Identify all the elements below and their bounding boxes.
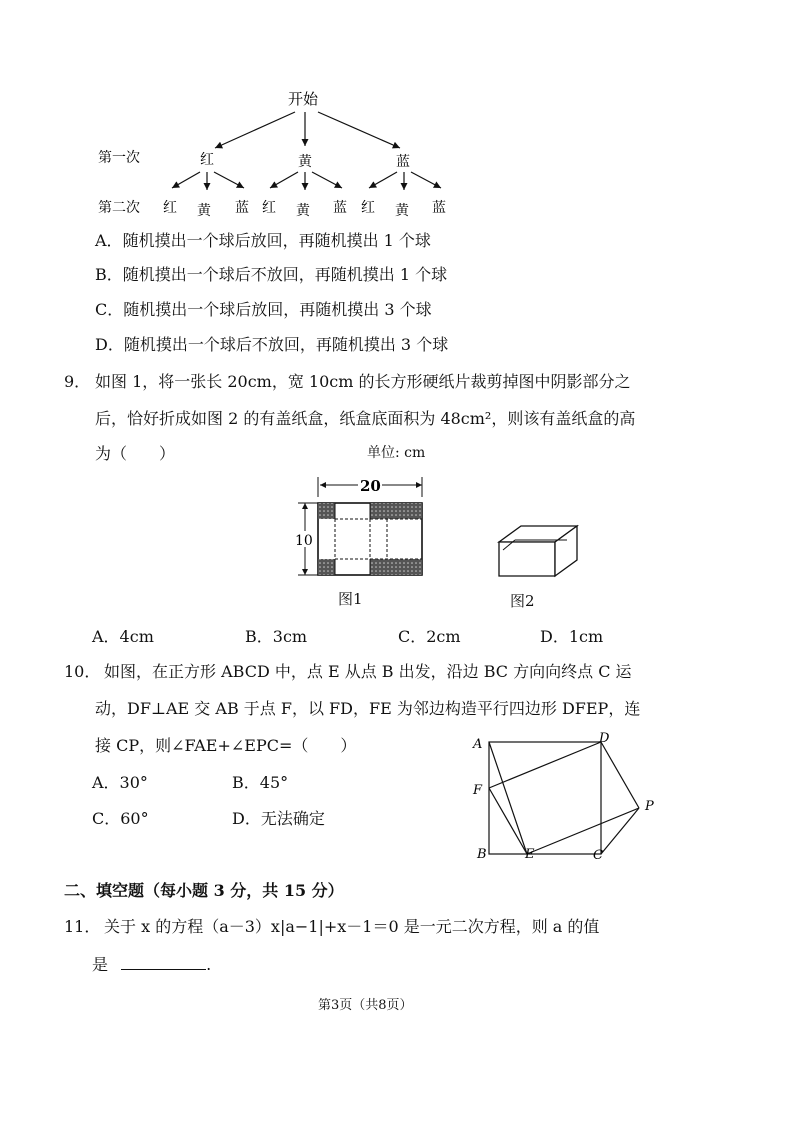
section2-heading: 二、填空题（每小题 3 分，共 15 分） — [64, 881, 344, 900]
q11-line2: 是 . — [92, 955, 212, 974]
q11-line1: 关于 x 的方程（a－3）x|a−1|+x－1＝0 是一元二次方程，则 a 的值 — [104, 917, 600, 936]
q9-number: 9． — [64, 372, 91, 391]
tree-leaf: 红 — [361, 200, 375, 216]
q10-option-b: B．45° — [232, 773, 289, 792]
q8-option-a: A．随机摸出一个球后放回，再随机摸出 1 个球 — [95, 231, 431, 250]
shaded-cut — [370, 503, 422, 519]
tree-leaf: 红 — [163, 200, 177, 216]
q9-figure1 — [290, 465, 435, 585]
tree-row2-label: 第二次 — [98, 200, 140, 216]
tree-leaf: 蓝 — [235, 200, 249, 216]
q8-option-d: D．随机摸出一个球后不放回，再随机摸出 3 个球 — [95, 335, 449, 354]
q9-fig1-caption: 图1 — [338, 590, 363, 608]
q10-line3: 接 CP，则∠FAE+∠EPC=（ ） — [95, 736, 357, 755]
shaded-cut — [318, 503, 335, 519]
q9-line3: 为（ ） — [95, 444, 176, 463]
q9-length-label: 20 — [360, 477, 381, 495]
tree-leaf: 蓝 — [432, 200, 446, 216]
q11-line2-text: 是 — [92, 955, 109, 974]
tree-leaf: 蓝 — [333, 200, 347, 216]
q9-option-d: D．1cm — [540, 627, 604, 646]
point-label-e: E — [525, 847, 535, 862]
q9-line1: 如图 1，将一张长 20cm，宽 10cm 的长方形硬纸片裁剪掉图中阴影部分之 — [95, 372, 631, 391]
q10-option-d: D．无法确定 — [232, 809, 325, 828]
q8-option-c: C．随机摸出一个球后放回，再随机摸出 3 个球 — [95, 300, 432, 319]
tree-leaf: 黄 — [197, 203, 211, 219]
q10-line2: 动，DF⊥AE 交 AB 于点 F，以 FD，FE 为邻边构造平行四边形 DFEP，连 — [95, 699, 641, 718]
tree-row1-label: 第一次 — [98, 150, 140, 166]
q10-option-a: A．30° — [92, 773, 148, 792]
point-label-b: B — [477, 847, 487, 862]
point-label-d: D — [599, 731, 610, 746]
q10-line1: 如图，在正方形 ABCD 中，点 E 从点 B 出发，沿边 BC 方向向终点 C 运 — [104, 662, 632, 681]
page-footer: 第3页（共8页） — [318, 998, 413, 1013]
q9-unit-label: 单位: cm — [367, 445, 426, 461]
q9-width-label: 10 — [295, 533, 313, 549]
q8-option-b: B．随机摸出一个球后不放回，再随机摸出 1 个球 — [95, 265, 448, 284]
tree-leaf: 红 — [262, 200, 276, 216]
q9-fig2-caption: 图2 — [510, 592, 535, 610]
q9-figure2-box — [495, 520, 585, 580]
q11-number: 11． — [64, 917, 101, 936]
tree-level1-red: 红 — [200, 152, 214, 168]
point-label-f: F — [473, 783, 483, 798]
tree-level1-yellow: 黄 — [298, 154, 312, 170]
q9-option-a: A．4cm — [92, 627, 154, 646]
q11-answer-blank[interactable] — [121, 955, 206, 970]
point-label-c: C — [593, 848, 603, 863]
q10-number: 10． — [64, 662, 101, 681]
shaded-cut — [370, 559, 422, 575]
shaded-cut — [318, 559, 335, 575]
tree-leaf: 黄 — [395, 203, 409, 219]
tree-diagram — [0, 80, 794, 220]
point-label-a: A — [473, 737, 483, 752]
q9-line2: 后，恰好折成如图 2 的有盖纸盒，纸盒底面积为 48cm²，则该有盖纸盒的高 — [95, 409, 636, 428]
tree-level1-blue: 蓝 — [396, 154, 410, 170]
q9-option-b: B．3cm — [245, 627, 308, 646]
q9-option-c: C．2cm — [398, 627, 461, 646]
q10-geometry-figure — [465, 730, 675, 865]
q10-option-c: C．60° — [92, 809, 149, 828]
point-label-p: P — [645, 799, 654, 814]
tree-root: 开始 — [288, 90, 319, 108]
tree-leaf: 黄 — [296, 203, 310, 219]
